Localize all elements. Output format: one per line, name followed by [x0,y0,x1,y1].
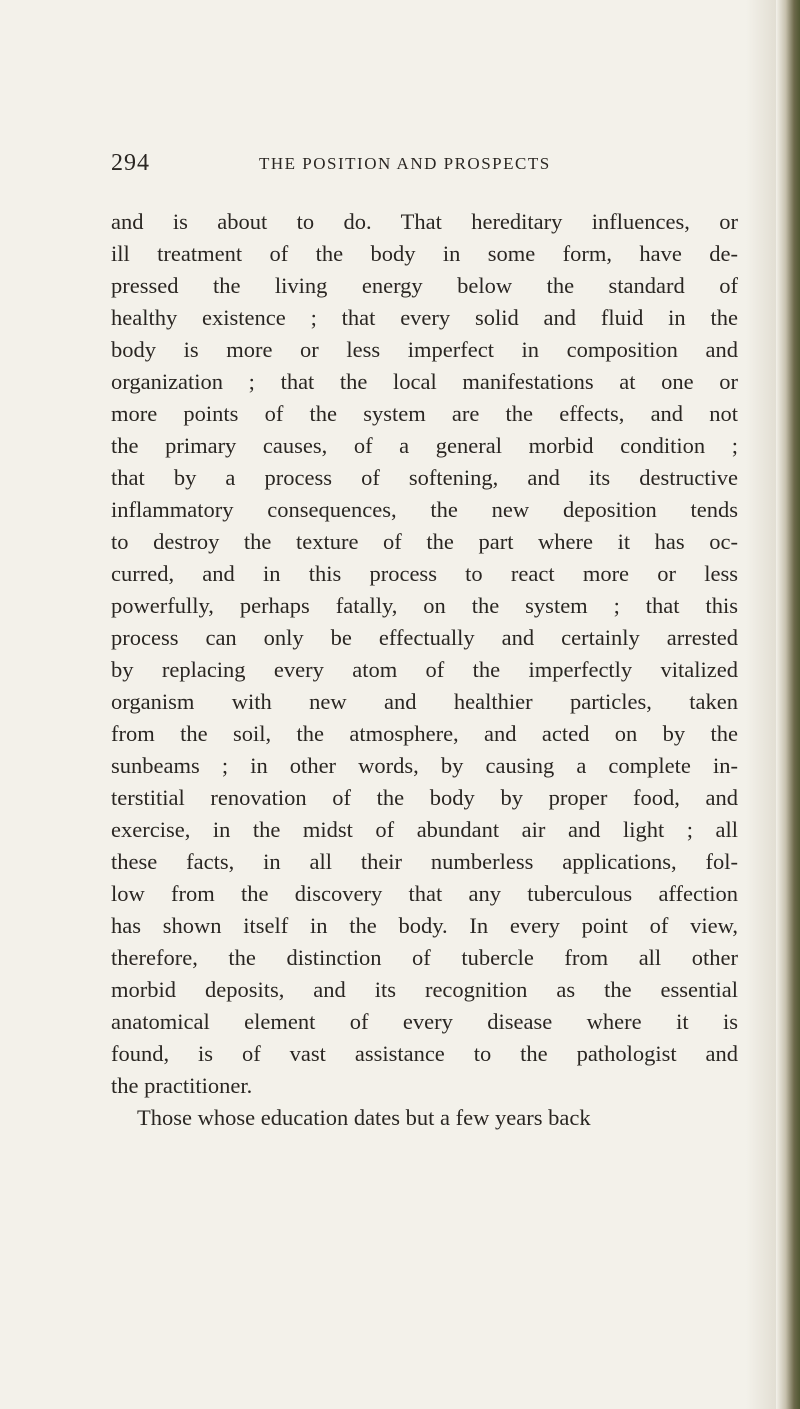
text-line: that by a process of softening, and its destructive [111,465,738,490]
text-line: therefore, the distinction of tubercle from all other [111,945,738,970]
running-head-title: THE POSITION AND PROSPECTS [259,154,551,173]
text-line: powerfully, perhaps fatally, on the system ; that this [111,593,738,618]
text-line: organization ; that the local manifestations at one or [111,369,738,394]
text-line: the practitioner. [111,1073,253,1098]
text-line: terstitial renovation of the body by proper food, and [111,785,738,810]
gutter-shading [746,0,776,1409]
text-line: sunbeams ; in other words, by causing a complete in- [111,753,738,778]
text-line: these facts, in all their numberless applications, fol- [111,849,738,874]
text-line: ill treatment of the body in some form, have de- [111,241,738,266]
text-line: morbid deposits, and its recognition as the essential [111,977,738,1002]
text-line: from the soil, the atmosphere, and acted on by the [111,721,738,746]
text-line: and is about to do. That hereditary influences, or [111,209,738,234]
text-line: found, is of vast assistance to the pathologist and [111,1041,738,1066]
text-line: organism with new and healthier particles, taken [111,689,738,714]
text-line: more points of the system are the effects, and not [111,401,738,426]
text-line: to destroy the texture of the part where it has oc- [111,529,738,554]
text-line: has shown itself in the body. In every point of view, [111,913,738,938]
body-text [111,206,738,1134]
running-head [111,148,731,178]
text-line: process can only be effectually and certainly arrested [111,625,738,650]
text-line: inflammatory consequences, the new deposition tends [111,497,738,522]
text-line: anatomical element of every disease where it is [111,1009,738,1034]
page-edge [776,0,800,1409]
text-line: exercise, in the midst of abundant air and light ; all [111,817,738,842]
text-line: pressed the living energy below the standard of [111,273,738,298]
page-number: 294 [111,150,150,176]
text-line: body is more or less imperfect in composition and [111,337,738,362]
text-line: curred, and in this process to react more or less [111,561,738,586]
text-line: by replacing every atom of the imperfectly vitalized [111,657,738,682]
text-line: the primary causes, of a general morbid condition ; [111,433,738,458]
text-line: healthy existence ; that every solid and fluid in the [111,305,738,330]
text-line: Those whose education dates but a few years back [137,1105,591,1130]
text-line: low from the discovery that any tuberculous affection [111,881,738,906]
